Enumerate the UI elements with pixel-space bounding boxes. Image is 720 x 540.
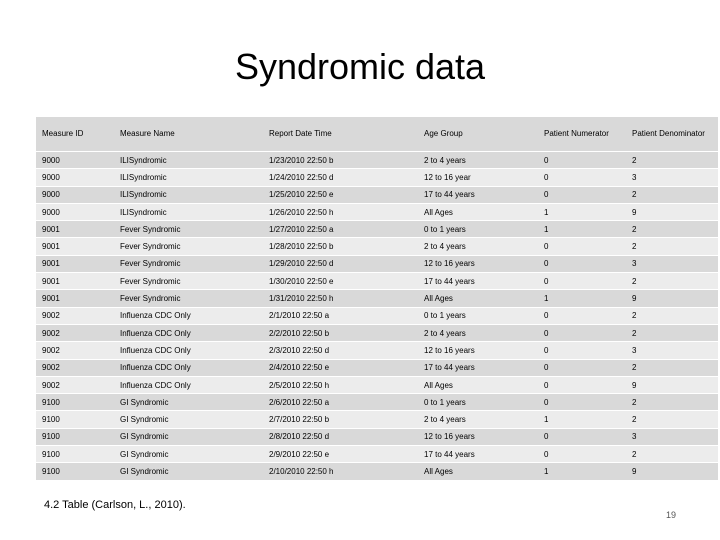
cell-age-group: 0 to 1 years (418, 307, 538, 324)
table-caption: 4.2 Table (Carlson, L., 2010). (44, 499, 186, 511)
cell-patient-denominator: 2 (626, 394, 718, 411)
cell-age-group: 0 to 1 years (418, 394, 538, 411)
cell-measure-id: 9100 (36, 428, 114, 445)
table-row (36, 221, 718, 238)
cell-age-group: All Ages (418, 463, 538, 480)
header-patient-numerator: Patient Numerator (538, 117, 626, 152)
table-row (36, 463, 718, 480)
cell-measure-name: GI Syndromic (114, 446, 263, 463)
table-row (36, 428, 718, 445)
cell-age-group: 12 to 16 years (418, 342, 538, 359)
cell-patient-numerator: 1 (538, 221, 626, 238)
cell-patient-denominator: 9 (626, 376, 718, 393)
cell-report-date-time: 2/6/2010 22:50 a (263, 394, 418, 411)
cell-measure-id: 9001 (36, 290, 114, 307)
table-row (36, 394, 718, 411)
cell-report-date-time: 1/24/2010 22:50 d (263, 169, 418, 186)
cell-age-group: All Ages (418, 376, 538, 393)
table-header-row (36, 117, 718, 152)
cell-measure-name: Influenza CDC Only (114, 324, 263, 341)
cell-age-group: 17 to 44 years (418, 186, 538, 203)
header-age-group: Age Group (418, 117, 538, 152)
slide-title: Syndromic data (234, 46, 486, 87)
cell-report-date-time: 2/4/2010 22:50 e (263, 359, 418, 376)
cell-patient-denominator: 9 (626, 203, 718, 220)
cell-age-group: 2 to 4 years (418, 324, 538, 341)
cell-patient-numerator: 0 (538, 394, 626, 411)
table-row (36, 290, 718, 307)
cell-patient-denominator: 2 (626, 411, 718, 428)
header-measure-id: Measure ID (36, 117, 114, 152)
table-row (36, 359, 718, 376)
cell-patient-numerator: 0 (538, 152, 626, 169)
cell-report-date-time: 2/3/2010 22:50 d (263, 342, 418, 359)
cell-measure-id: 9100 (36, 463, 114, 480)
cell-patient-numerator: 0 (538, 342, 626, 359)
cell-age-group: 2 to 4 years (418, 152, 538, 169)
cell-report-date-time: 2/2/2010 22:50 b (263, 324, 418, 341)
cell-patient-denominator: 2 (626, 359, 718, 376)
cell-age-group: 17 to 44 years (418, 446, 538, 463)
cell-patient-denominator: 3 (626, 169, 718, 186)
cell-patient-numerator: 0 (538, 186, 626, 203)
cell-age-group: All Ages (418, 290, 538, 307)
cell-report-date-time: 2/1/2010 22:50 a (263, 307, 418, 324)
cell-measure-id: 9000 (36, 203, 114, 220)
syndromic-data-table (36, 117, 718, 481)
cell-measure-name: Fever Syndromic (114, 221, 263, 238)
cell-measure-name: GI Syndromic (114, 463, 263, 480)
cell-age-group: 17 to 44 years (418, 273, 538, 290)
cell-age-group: All Ages (418, 203, 538, 220)
cell-measure-name: Fever Syndromic (114, 255, 263, 272)
cell-patient-numerator: 0 (538, 238, 626, 255)
cell-patient-denominator: 3 (626, 428, 718, 445)
cell-measure-name: GI Syndromic (114, 428, 263, 445)
table-body (36, 152, 718, 481)
cell-patient-numerator: 0 (538, 307, 626, 324)
cell-measure-id: 9100 (36, 394, 114, 411)
table-row (36, 238, 718, 255)
cell-patient-numerator: 1 (538, 463, 626, 480)
cell-report-date-time: 1/30/2010 22:50 e (263, 273, 418, 290)
table-row (36, 446, 718, 463)
cell-measure-name: Influenza CDC Only (114, 376, 263, 393)
cell-measure-id: 9002 (36, 342, 114, 359)
cell-patient-numerator: 0 (538, 428, 626, 445)
table-row (36, 186, 718, 203)
header-report-date-time: Report Date Time (263, 117, 418, 152)
cell-patient-denominator: 2 (626, 238, 718, 255)
cell-report-date-time: 2/9/2010 22:50 e (263, 446, 418, 463)
cell-measure-name: ILISyndromic (114, 186, 263, 203)
table-row (36, 342, 718, 359)
table-row (36, 169, 718, 186)
cell-report-date-time: 1/29/2010 22:50 d (263, 255, 418, 272)
cell-measure-id: 9001 (36, 255, 114, 272)
cell-patient-denominator: 2 (626, 324, 718, 341)
table-row (36, 152, 718, 169)
cell-age-group: 2 to 4 years (418, 411, 538, 428)
cell-report-date-time: 1/27/2010 22:50 a (263, 221, 418, 238)
cell-measure-id: 9002 (36, 359, 114, 376)
cell-report-date-time: 1/26/2010 22:50 h (263, 203, 418, 220)
cell-patient-denominator: 2 (626, 186, 718, 203)
cell-patient-denominator: 2 (626, 152, 718, 169)
page-number: 19 (666, 510, 677, 520)
table-row (36, 255, 718, 272)
cell-patient-numerator: 0 (538, 255, 626, 272)
cell-measure-id: 9100 (36, 411, 114, 428)
cell-measure-id: 9001 (36, 221, 114, 238)
table-row (36, 411, 718, 428)
cell-measure-id: 9001 (36, 273, 114, 290)
cell-age-group: 12 to 16 years (418, 428, 538, 445)
cell-measure-name: Influenza CDC Only (114, 342, 263, 359)
cell-patient-numerator: 0 (538, 324, 626, 341)
cell-report-date-time: 1/28/2010 22:50 b (263, 238, 418, 255)
cell-patient-numerator: 1 (538, 203, 626, 220)
cell-age-group: 12 to 16 years (418, 255, 538, 272)
cell-measure-id: 9002 (36, 376, 114, 393)
cell-patient-numerator: 0 (538, 359, 626, 376)
cell-patient-denominator: 9 (626, 463, 718, 480)
table-row (36, 307, 718, 324)
cell-report-date-time: 1/31/2010 22:50 h (263, 290, 418, 307)
cell-measure-name: Influenza CDC Only (114, 359, 263, 376)
table-row (36, 203, 718, 220)
cell-measure-id: 9000 (36, 186, 114, 203)
table-row (36, 376, 718, 393)
cell-patient-numerator: 0 (538, 273, 626, 290)
cell-patient-numerator: 1 (538, 290, 626, 307)
cell-patient-numerator: 0 (538, 446, 626, 463)
cell-age-group: 17 to 44 years (418, 359, 538, 376)
cell-measure-name: ILISyndromic (114, 169, 263, 186)
cell-patient-numerator: 1 (538, 411, 626, 428)
cell-patient-denominator: 9 (626, 290, 718, 307)
cell-measure-name: Fever Syndromic (114, 273, 263, 290)
cell-age-group: 12 to 16 year (418, 169, 538, 186)
table-row (36, 324, 718, 341)
cell-measure-name: ILISyndromic (114, 203, 263, 220)
cell-age-group: 0 to 1 years (418, 221, 538, 238)
cell-patient-denominator: 2 (626, 446, 718, 463)
cell-report-date-time: 2/8/2010 22:50 d (263, 428, 418, 445)
header-measure-name: Measure Name (114, 117, 263, 152)
cell-patient-denominator: 3 (626, 342, 718, 359)
cell-report-date-time: 1/23/2010 22:50 b (263, 152, 418, 169)
cell-measure-id: 9100 (36, 446, 114, 463)
cell-report-date-time: 2/7/2010 22:50 b (263, 411, 418, 428)
cell-measure-name: Fever Syndromic (114, 290, 263, 307)
cell-measure-id: 9001 (36, 238, 114, 255)
cell-age-group: 2 to 4 years (418, 238, 538, 255)
cell-measure-id: 9000 (36, 152, 114, 169)
cell-measure-name: Influenza CDC Only (114, 307, 263, 324)
cell-report-date-time: 2/10/2010 22:50 h (263, 463, 418, 480)
cell-measure-name: Fever Syndromic (114, 238, 263, 255)
cell-patient-denominator: 2 (626, 221, 718, 238)
cell-patient-denominator: 2 (626, 307, 718, 324)
cell-measure-id: 9002 (36, 324, 114, 341)
table-row (36, 273, 718, 290)
cell-patient-numerator: 0 (538, 376, 626, 393)
cell-patient-denominator: 3 (626, 255, 718, 272)
cell-measure-name: GI Syndromic (114, 411, 263, 428)
cell-measure-id: 9000 (36, 169, 114, 186)
cell-patient-numerator: 0 (538, 169, 626, 186)
cell-measure-name: GI Syndromic (114, 394, 263, 411)
cell-measure-name: ILISyndromic (114, 152, 263, 169)
cell-patient-denominator: 2 (626, 273, 718, 290)
header-patient-denominator: Patient Denominator (626, 117, 718, 152)
cell-report-date-time: 2/5/2010 22:50 h (263, 376, 418, 393)
cell-report-date-time: 1/25/2010 22:50 e (263, 186, 418, 203)
cell-measure-id: 9002 (36, 307, 114, 324)
